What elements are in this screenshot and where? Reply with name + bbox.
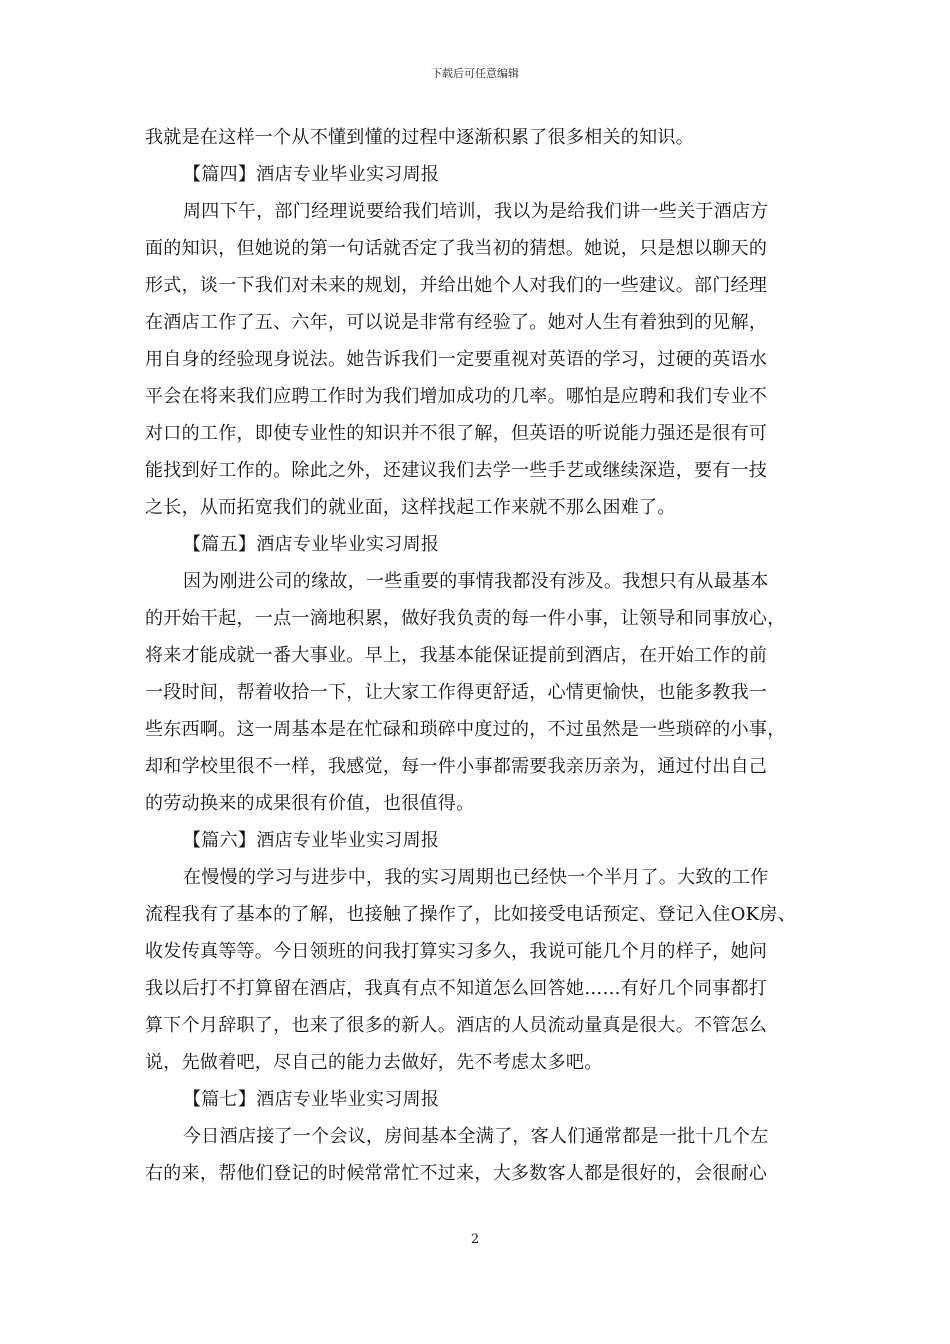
text-line: 今日酒店接了一个会议，房间基本全满了，客人们通常都是一批十几个左 xyxy=(183,1126,769,1147)
text-line: 平会在将来我们应聘工作时为我们增加成功的几率。哪怕是应聘和我们专业不 xyxy=(145,386,768,407)
text-line: 的劳动换来的成果很有价值，也很值得。 xyxy=(145,793,475,814)
text-line: 之长，从而拓宽我们的就业面，这样找起工作来就不那么困难了。 xyxy=(145,497,676,518)
text-line: 的开始干起，一点一滴地积累，做好我负责的每一件小事，让领导和同事放心， xyxy=(145,608,786,629)
text-line: 算下个月辞职了，也来了很多的新人。酒店的人员流动量真是很大。不管怎么 xyxy=(145,1015,768,1036)
text-line: 在酒店工作了五、六年，可以说是非常有经验了。她对人生有着独到的见解， xyxy=(145,312,768,333)
section-heading: 【篇七】酒店专业毕业实习周报 xyxy=(183,1089,440,1110)
text-line: 流程我有了基本的了解，也接触了操作了，比如接受电话预定、登记入住OK房、 xyxy=(145,904,796,925)
section-heading: 【篇六】酒店专业毕业实习周报 xyxy=(183,830,440,851)
text-line: 能找到好工作的。除此之外，还建议我们去学一些手艺或继续深造，要有一技 xyxy=(145,460,768,481)
text-line: 些东西啊。这一周基本是在忙碌和琐碎中度过的，不过虽然是一些琐碎的小事， xyxy=(145,719,786,740)
text-line: 收发传真等等。今日领班的问我打算实习多久，我说可能几个月的样子，她问 xyxy=(145,941,768,962)
text-line: 对口的工作，即使专业性的知识并不很了解，但英语的听说能力强还是很有可 xyxy=(145,423,768,444)
text-line: 在慢慢的学习与进步中，我的实习周期也已经快一个半月了。大致的工作 xyxy=(183,867,769,888)
text-line: 用自身的经验现身说法。她告诉我们一定要重视对英语的学习，过硬的英语水 xyxy=(145,349,768,370)
text-line: 将来才能成就一番大事业。早上，我基本能保证提前到酒店，在开始工作的前 xyxy=(145,645,768,666)
text-line: 因为刚进公司的缘故，一些重要的事情我都没有涉及。我想只有从最基本 xyxy=(183,571,769,592)
text-line: 却和学校里很不一样，我感觉，每一件小事都需要我亲历亲为，通过付出自己 xyxy=(145,756,768,777)
text-line: 形式，谈一下我们对未来的规划，并给出她个人对我们的一些建议。部门经理 xyxy=(145,275,768,296)
text-line: 一段时间，帮着收拾一下，让大家工作得更舒适，心情更愉快，也能多教我一 xyxy=(145,682,768,703)
text-line: 周四下午，部门经理说要给我们培训，我以为是给我们讲一些关于酒店方 xyxy=(183,201,769,222)
page-number: 2 xyxy=(470,1232,480,1247)
text-line: 我就是在这样一个从不懂到懂的过程中逐渐积累了很多相关的知识。 xyxy=(145,127,694,148)
section-heading: 【篇四】酒店专业毕业实习周报 xyxy=(183,164,440,185)
text-line: 面的知识，但她说的第一句话就否定了我当初的猜想。她说，只是想以聊天的 xyxy=(145,238,768,259)
page-header: 下载后可任意编辑 xyxy=(431,67,519,80)
text-line: 右的来，帮他们登记的时候常常忙不过来，大多数客人都是很好的，会很耐心 xyxy=(145,1163,768,1184)
text-line: 说，先做着吧，尽自己的能力去做好，先不考虑太多吧。 xyxy=(145,1052,603,1073)
text-line: 我以后打不打算留在酒店，我真有点不知道怎么回答她……有好几个同事都打 xyxy=(145,978,768,999)
document-body xyxy=(145,119,815,1192)
section-heading: 【篇五】酒店专业毕业实习周报 xyxy=(183,534,440,555)
